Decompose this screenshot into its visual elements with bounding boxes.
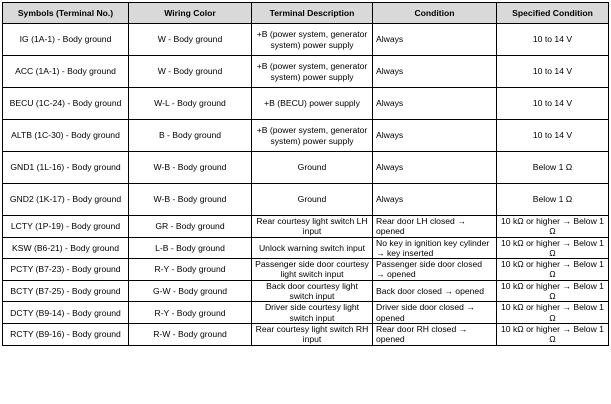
table-row xyxy=(3,280,609,302)
table-row xyxy=(3,216,609,238)
table-row xyxy=(3,259,609,281)
cell-symbols: IG (1A-1) - Body ground xyxy=(3,24,129,56)
cell-condition: Driver side door closed → opened xyxy=(373,302,497,324)
cell-symbols: BECU (1C-24) - Body ground xyxy=(3,88,129,120)
cell-symbols: ACC (1A-1) - Body ground xyxy=(3,56,129,88)
cell-condition: Passenger side door closed → opened xyxy=(373,259,497,281)
cell-symbols: ALTB (1C-30) - Body ground xyxy=(3,120,129,152)
cell-symbols: PCTY (B7-23) - Body ground xyxy=(3,259,129,281)
terminal-table xyxy=(2,2,609,346)
header-specified-condition: Specified Condition xyxy=(497,3,609,24)
header-wiring-color: Wiring Color xyxy=(129,3,252,24)
header-terminal-description: Terminal Description xyxy=(252,3,373,24)
header-condition: Condition xyxy=(373,3,497,24)
cell-condition: Always xyxy=(373,56,497,88)
cell-wiring: L-B - Body ground xyxy=(129,237,252,259)
cell-specified: 10 kΩ or higher → Below 1 Ω xyxy=(497,280,609,302)
cell-wiring: W-B - Body ground xyxy=(129,152,252,184)
cell-description: +B (BECU) power supply xyxy=(252,88,373,120)
cell-wiring: R-Y - Body ground xyxy=(129,302,252,324)
terminal-table-container xyxy=(2,2,609,346)
cell-wiring: W-L - Body ground xyxy=(129,88,252,120)
cell-condition: Always xyxy=(373,88,497,120)
cell-description: +B (power system, generator system) power supply xyxy=(252,24,373,56)
cell-wiring: GR - Body ground xyxy=(129,216,252,238)
cell-description: +B (power system, generator system) power supply xyxy=(252,56,373,88)
cell-condition: Always xyxy=(373,152,497,184)
cell-description: Rear courtesy light switch RH input xyxy=(252,323,373,345)
cell-condition: Rear door RH closed → opened xyxy=(373,323,497,345)
cell-symbols: RCTY (B9-16) - Body ground xyxy=(3,323,129,345)
cell-specified: 10 to 14 V xyxy=(497,24,609,56)
table-row xyxy=(3,56,609,88)
cell-specified: 10 kΩ or higher → Below 1 Ω xyxy=(497,302,609,324)
cell-condition: Always xyxy=(373,184,497,216)
cell-specified: 10 kΩ or higher → Below 1 Ω xyxy=(497,323,609,345)
cell-specified: Below 1 Ω xyxy=(497,184,609,216)
cell-condition: Always xyxy=(373,24,497,56)
cell-specified: 10 kΩ or higher → Below 1 Ω xyxy=(497,237,609,259)
table-row xyxy=(3,302,609,324)
table-row xyxy=(3,88,609,120)
cell-wiring: R-Y - Body ground xyxy=(129,259,252,281)
cell-symbols: GND1 (1L-16) - Body ground xyxy=(3,152,129,184)
table-row xyxy=(3,152,609,184)
cell-wiring: R-W - Body ground xyxy=(129,323,252,345)
cell-description: Unlock warning switch input xyxy=(252,237,373,259)
header-row xyxy=(3,3,609,24)
table-row xyxy=(3,237,609,259)
cell-condition: Always xyxy=(373,120,497,152)
cell-condition: Back door closed → opened xyxy=(373,280,497,302)
cell-description: Driver side courtesy light switch input xyxy=(252,302,373,324)
cell-specified: Below 1 Ω xyxy=(497,152,609,184)
cell-description: Rear courtesy light switch LH input xyxy=(252,216,373,238)
cell-description: Ground xyxy=(252,152,373,184)
cell-description: +B (power system, generator system) power supply xyxy=(252,120,373,152)
cell-specified: 10 to 14 V xyxy=(497,88,609,120)
cell-description: Ground xyxy=(252,184,373,216)
cell-wiring: W-B - Body ground xyxy=(129,184,252,216)
cell-specified: 10 to 14 V xyxy=(497,56,609,88)
cell-symbols: GND2 (1K-17) - Body ground xyxy=(3,184,129,216)
cell-wiring: W - Body ground xyxy=(129,24,252,56)
cell-symbols: DCTY (B9-14) - Body ground xyxy=(3,302,129,324)
cell-wiring: G-W - Body ground xyxy=(129,280,252,302)
cell-condition: No key in ignition key cylinder → key inserted xyxy=(373,237,497,259)
cell-symbols: BCTY (B7-25) - Body ground xyxy=(3,280,129,302)
table-row xyxy=(3,24,609,56)
cell-specified: 10 to 14 V xyxy=(497,120,609,152)
header-symbols: Symbols (Terminal No.) xyxy=(3,3,129,24)
cell-symbols: LCTY (1P-19) - Body ground xyxy=(3,216,129,238)
cell-wiring: B - Body ground xyxy=(129,120,252,152)
cell-wiring: W - Body ground xyxy=(129,56,252,88)
cell-condition: Rear door LH closed → opened xyxy=(373,216,497,238)
table-row xyxy=(3,184,609,216)
cell-specified: 10 kΩ or higher → Below 1 Ω xyxy=(497,216,609,238)
table-row xyxy=(3,323,609,345)
cell-specified: 10 kΩ or higher → Below 1 Ω xyxy=(497,259,609,281)
cell-description: Back door courtesy light switch input xyxy=(252,280,373,302)
cell-symbols: KSW (B6-21) - Body ground xyxy=(3,237,129,259)
table-row xyxy=(3,120,609,152)
cell-description: Passenger side door courtesy light switch input xyxy=(252,259,373,281)
